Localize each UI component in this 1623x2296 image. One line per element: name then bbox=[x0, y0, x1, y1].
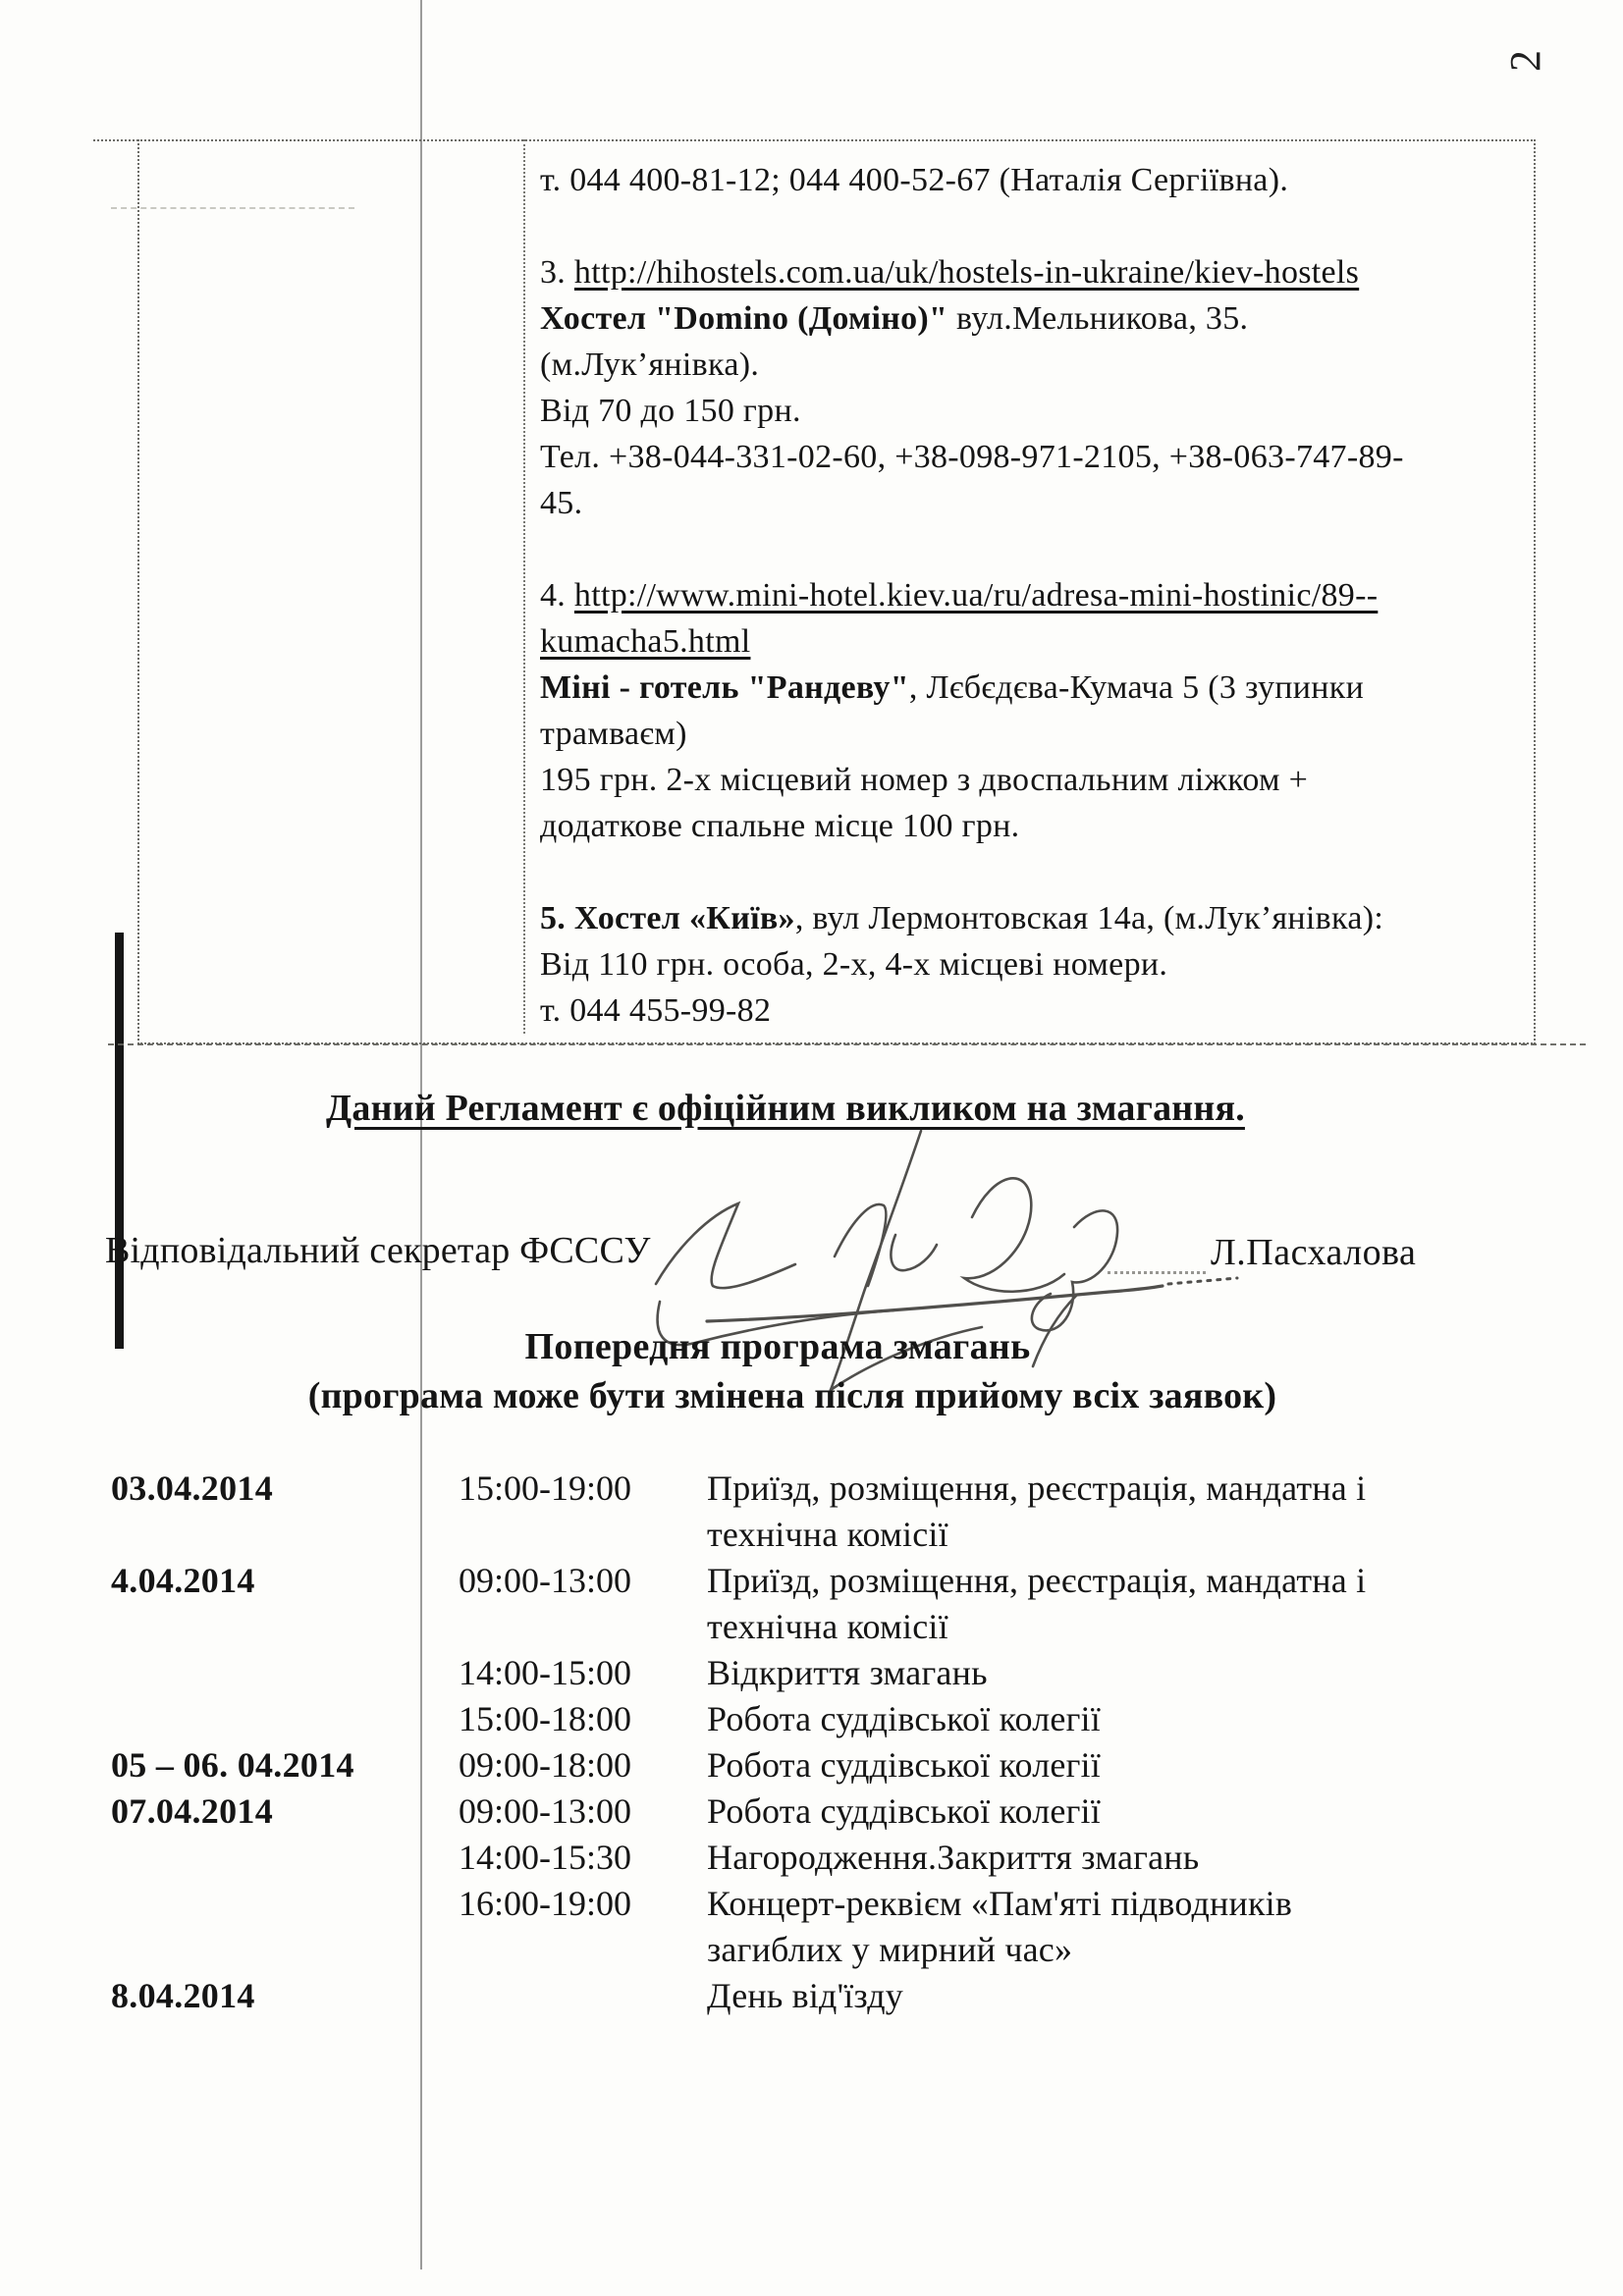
program-title: Попередня програма змагань bbox=[524, 1326, 1031, 1367]
schedule-date: 03.04.2014 bbox=[111, 1468, 273, 1508]
hostel-4-name: Міні - готель "Рандеву" bbox=[540, 669, 909, 706]
schedule-activity: День від'їзду bbox=[707, 1976, 903, 2015]
schedule-time: 15:00-19:00 bbox=[459, 1468, 631, 1508]
hostel-3-link-line bbox=[540, 249, 1532, 295]
schedule-row bbox=[0, 1652, 1623, 1698]
blank-line bbox=[540, 526, 1532, 572]
schedule-time: 16:00-19:00 bbox=[459, 1884, 631, 1923]
hostel-3-price-line: Від 70 до 150 грн. bbox=[540, 393, 801, 429]
hostel-4-number: 4. bbox=[540, 577, 574, 614]
hostel-4-address-line-2: трамваєм) bbox=[540, 716, 687, 752]
schedule-row bbox=[0, 1883, 1623, 1929]
schedule-row bbox=[0, 1929, 1623, 1975]
schedule-row bbox=[0, 1468, 1623, 1514]
schedule-row bbox=[0, 1514, 1623, 1560]
schedule-activity: Робота суддівської колегії bbox=[707, 1791, 1101, 1831]
schedule-time: 09:00-18:00 bbox=[459, 1745, 631, 1785]
hostel-3-metro-line: (м.Лук’янівка). bbox=[540, 347, 760, 383]
page-number: 2 bbox=[1501, 49, 1549, 72]
hostel-3-phone-line-2: 45. bbox=[540, 485, 583, 521]
hostel-3-name-line bbox=[540, 295, 1532, 342]
table-top-border-extension bbox=[93, 139, 138, 141]
hostel-4-price-line-2: додаткове спальне місце 100 грн. bbox=[540, 808, 1020, 844]
hostel-5-price-line: Від 110 грн. особа, 2-х, 4-х місцеві номери. bbox=[540, 946, 1168, 983]
schedule-time: 09:00-13:00 bbox=[459, 1791, 631, 1831]
hostel-3-link[interactable]: http://hihostels.com.ua/uk/hostels-in-ukraine/kiev-hostels bbox=[573, 254, 1360, 291]
hostel-5-name: Хостел «Київ» bbox=[573, 900, 795, 936]
program-schedule bbox=[0, 1468, 1623, 2021]
schedule-row bbox=[0, 1790, 1623, 1837]
secretary-label: Відповідальний секретар ФСССУ bbox=[105, 1230, 651, 1271]
schedule-row bbox=[0, 1698, 1623, 1744]
signature-trailing-dots bbox=[1108, 1271, 1206, 1274]
schedule-activity: Приїзд, розміщення, реєстрація, мандатна і bbox=[707, 1468, 1367, 1508]
schedule-activity: загиблих у мирний час» bbox=[707, 1930, 1073, 1969]
hostel-5-name-line bbox=[540, 895, 1532, 941]
hostel-3-name: Хостел "Domino (Доміно)" bbox=[540, 300, 948, 337]
schedule-date: 8.04.2014 bbox=[111, 1976, 255, 2015]
hostel-5-phone-line: т. 044 455-99-82 bbox=[540, 992, 772, 1029]
hostel-4-link-part-1[interactable]: http://www.mini-hotel.kiev.ua/ru/adresa-mini-hostinic/89-- bbox=[573, 577, 1379, 614]
schedule-activity: Робота суддівської колегії bbox=[707, 1699, 1101, 1738]
schedule-activity: технічна комісії bbox=[707, 1515, 948, 1554]
schedule-activity: Відкриття змагань bbox=[707, 1653, 988, 1692]
hostel-5-number: 5. bbox=[540, 900, 574, 936]
hostel-4-link-line-1 bbox=[540, 572, 1532, 618]
schedule-row bbox=[0, 1837, 1623, 1883]
schedule-time: 14:00-15:00 bbox=[459, 1653, 631, 1692]
table-column-divider bbox=[523, 139, 525, 1034]
hostel-5-address: , вул Лермонтовская 14а, (м.Лук’янівка): bbox=[794, 900, 1384, 936]
schedule-activity: Нагородження.Закриття змагань bbox=[707, 1838, 1200, 1877]
schedule-date: 05 – 06. 04.2014 bbox=[111, 1745, 354, 1785]
schedule-activity: технічна комісії bbox=[707, 1607, 948, 1646]
hostel-3-number: 3. bbox=[540, 254, 574, 291]
schedule-activity: Робота суддівської колегії bbox=[707, 1745, 1101, 1785]
left-margin-bar bbox=[115, 933, 124, 1349]
hostel-4-link-line-2 bbox=[540, 618, 1532, 665]
table-bottom-rule bbox=[108, 1043, 1586, 1045]
schedule-time: 14:00-15:30 bbox=[459, 1838, 631, 1877]
schedule-row bbox=[0, 1560, 1623, 1606]
hostel-4-name-line bbox=[540, 665, 1532, 711]
schedule-row bbox=[0, 1975, 1623, 2021]
schedule-time: 09:00-13:00 bbox=[459, 1561, 631, 1600]
schedule-activity: Концерт-реквієм «Пам'яті підводників bbox=[707, 1884, 1293, 1923]
schedule-date: 07.04.2014 bbox=[111, 1791, 273, 1831]
blank-line bbox=[540, 203, 1532, 249]
schedule-row bbox=[0, 1744, 1623, 1790]
program-subtitle: (програма може бути змінена після прийому всіх заявок) bbox=[307, 1375, 1277, 1416]
hostel-info-cell bbox=[540, 157, 1532, 1034]
schedule-activity: Приїзд, розміщення, реєстрація, мандатна і bbox=[707, 1561, 1367, 1600]
hostel-3-address: вул.Мельникова, 35. bbox=[947, 300, 1249, 337]
schedule-time: 15:00-18:00 bbox=[459, 1699, 631, 1738]
blank-line bbox=[540, 849, 1532, 895]
schedule-date: 4.04.2014 bbox=[111, 1561, 255, 1600]
secretary-name: Л.Пасхалова bbox=[1211, 1232, 1417, 1273]
hostel-4-link-part-2[interactable]: kumacha5.html bbox=[540, 623, 751, 660]
contact-phone-line: т. 044 400-81-12; 044 400-52-67 (Наталія Сергіївна). bbox=[540, 162, 1289, 198]
hostel-4-address: , Лєбєдєва-Кумача 5 (3 зупинки bbox=[908, 669, 1365, 706]
official-statement: Даний Регламент є офіційним викликом на змагання. bbox=[326, 1088, 1245, 1129]
hostel-3-phone-line-1: Тел. +38-044-331-02-60, +38-098-971-2105, +38-063-747-89- bbox=[540, 439, 1404, 475]
schedule-row bbox=[0, 1606, 1623, 1652]
hostel-4-price-line-1: 195 грн. 2-х місцевий номер з двоспальним ліжком + bbox=[540, 762, 1309, 798]
